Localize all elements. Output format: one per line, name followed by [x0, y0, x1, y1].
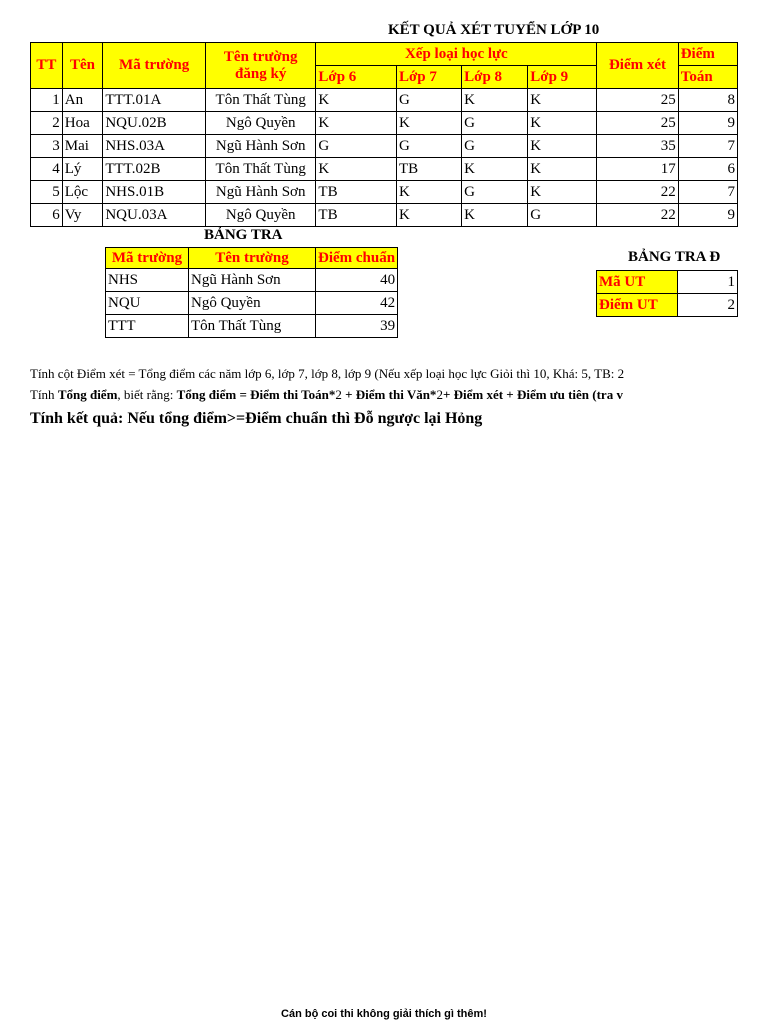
cell-lop7: G — [396, 89, 461, 112]
ut-cell-value: 1 — [677, 271, 737, 294]
note-bold-text: + Điểm xét + Điểm ưu tiên (tra v — [442, 387, 623, 402]
cell-diem-xet: 22 — [597, 181, 678, 204]
note-text: , biết rằng: — [117, 387, 177, 402]
lookup-cell-ten: Ngũ Hành Sơn — [189, 269, 316, 292]
instruction-line-1: Tính cột Điểm xét = Tổng điểm các năm lớp 6, lớp 7, lớp 8, lớp 9 (Nếu xếp loại học lực Giỏi thì 10, Khá: 5, TB: 2 — [30, 366, 625, 381]
note-text: 2 — [335, 387, 342, 402]
ut-row — [597, 271, 738, 294]
cell-toan: 9 — [678, 204, 737, 227]
cell-ma-truong: TTT.02B — [103, 158, 206, 181]
lookup-cell-ma: TTT — [106, 315, 189, 338]
cell-ten: Lộc — [62, 181, 103, 204]
header-lop9: Lớp 9 — [528, 66, 597, 89]
header-diem-xet: Điểm xét — [597, 43, 678, 89]
header-ma-truong: Mã trường — [103, 43, 206, 89]
instruction-line-3: Tính kết quả: Nếu tổng điểm>=Điểm chuẩn thì Đỗ ngược lại Hỏng — [30, 410, 483, 427]
cell-diem-xet: 22 — [597, 204, 678, 227]
cell-toan: 8 — [678, 89, 737, 112]
cell-lop9: K — [528, 112, 597, 135]
header-lop7: Lớp 7 — [396, 66, 461, 89]
ut-lookup-title: BẢNG TRA Đ — [628, 249, 721, 265]
table-row — [31, 135, 738, 158]
cell-lop6: K — [316, 112, 397, 135]
table-row — [31, 181, 738, 204]
lookup-header-diem: Điểm chuẩn — [316, 248, 398, 269]
cell-lop8: G — [462, 181, 528, 204]
cell-tt: 6 — [31, 204, 63, 227]
note-bold-text: Tổng điểm = Điểm thi Toán* — [176, 387, 336, 402]
cell-ma-truong: NQU.03A — [103, 204, 206, 227]
note-text: Tính — [30, 387, 58, 402]
cell-ma-truong: TTT.01A — [103, 89, 206, 112]
cell-lop6: TB — [316, 181, 397, 204]
cell-tt: 2 — [31, 112, 63, 135]
header-ten-truong: Tên trường đăng ký — [205, 43, 315, 89]
ut-row — [597, 294, 738, 317]
header-ten: Tên — [62, 43, 103, 89]
cell-ten: Vy — [62, 204, 103, 227]
lookup-header-ma: Mã trường — [106, 248, 189, 269]
header-lop6: Lớp 6 — [316, 66, 397, 89]
cell-lop9: K — [528, 181, 597, 204]
cell-ten-truong: Tôn Thất Tùng — [205, 158, 315, 181]
header-xep-loai: Xếp loại học lực — [316, 43, 597, 66]
cell-ten: Hoa — [62, 112, 103, 135]
cell-ma-truong: NQU.02B — [103, 112, 206, 135]
cell-toan: 7 — [678, 135, 737, 158]
page-title: KẾT QUẢ XÉT TUYỂN LỚP 10 — [388, 22, 600, 38]
lookup-row — [106, 315, 398, 338]
lookup-header-ten: Tên trường — [189, 248, 316, 269]
cell-diem-xet: 35 — [597, 135, 678, 158]
cell-lop8: K — [462, 204, 528, 227]
cell-lop8: G — [462, 112, 528, 135]
cell-tt: 1 — [31, 89, 63, 112]
cell-lop7: K — [396, 204, 461, 227]
table-row — [31, 89, 738, 112]
header-lop8: Lớp 8 — [462, 66, 528, 89]
header-toan: Toán — [678, 66, 737, 89]
header-tt: TT — [31, 43, 63, 89]
cell-diem-xet: 17 — [597, 158, 678, 181]
cell-lop7: TB — [396, 158, 461, 181]
cell-ten: Lý — [62, 158, 103, 181]
lookup-table — [105, 247, 398, 338]
cell-lop7: K — [396, 112, 461, 135]
cell-lop7: G — [396, 135, 461, 158]
ut-cell-value: 2 — [677, 294, 737, 317]
cell-lop8: K — [462, 158, 528, 181]
cell-ten: An — [62, 89, 103, 112]
cell-diem-xet: 25 — [597, 89, 678, 112]
lookup-cell-ma: NHS — [106, 269, 189, 292]
ut-cell-label: Mã UT — [597, 271, 678, 294]
lookup-cell-diem: 39 — [316, 315, 398, 338]
cell-ten-truong: Ngô Quyền — [205, 204, 315, 227]
table-row — [31, 112, 738, 135]
cell-lop8: G — [462, 135, 528, 158]
cell-lop9: K — [528, 135, 597, 158]
instruction-line-2 — [30, 387, 623, 403]
note-text: 2 — [436, 387, 443, 402]
cell-ten-truong: Ngũ Hành Sơn — [205, 135, 315, 158]
note-bold-text: Tổng điểm — [57, 387, 118, 402]
cell-toan: 6 — [678, 158, 737, 181]
table-row — [31, 158, 738, 181]
lookup-row — [106, 269, 398, 292]
cell-ten-truong: Ngũ Hành Sơn — [205, 181, 315, 204]
cell-lop6: K — [316, 89, 397, 112]
footer-note: Cán bộ coi thi không giải thích gì thêm! — [281, 1008, 487, 1020]
cell-lop9: K — [528, 89, 597, 112]
cell-lop9: K — [528, 158, 597, 181]
cell-lop6: TB — [316, 204, 397, 227]
cell-lop7: K — [396, 181, 461, 204]
cell-tt: 3 — [31, 135, 63, 158]
cell-ten: Mai — [62, 135, 103, 158]
lookup-cell-diem: 40 — [316, 269, 398, 292]
cell-toan: 9 — [678, 112, 737, 135]
cell-tt: 4 — [31, 158, 63, 181]
lookup-cell-ten: Tôn Thất Tùng — [189, 315, 316, 338]
results-table — [30, 42, 738, 227]
cell-toan: 7 — [678, 181, 737, 204]
cell-ma-truong: NHS.03A — [103, 135, 206, 158]
cell-ten-truong: Ngô Quyền — [205, 112, 315, 135]
ut-lookup-table — [596, 270, 738, 317]
lookup-title: BẢNG TRA — [204, 227, 283, 243]
lookup-cell-ten: Ngô Quyền — [189, 292, 316, 315]
cell-ten-truong: Tôn Thất Tùng — [205, 89, 315, 112]
cell-lop6: K — [316, 158, 397, 181]
lookup-cell-diem: 42 — [316, 292, 398, 315]
cell-diem-xet: 25 — [597, 112, 678, 135]
note-bold-text: + Điểm thi Văn* — [341, 387, 437, 402]
cell-ma-truong: NHS.01B — [103, 181, 206, 204]
lookup-cell-ma: NQU — [106, 292, 189, 315]
cell-tt: 5 — [31, 181, 63, 204]
cell-lop6: G — [316, 135, 397, 158]
cell-lop8: K — [462, 89, 528, 112]
header-diem-thi: Điểm — [678, 43, 737, 66]
ut-cell-label: Điểm UT — [597, 294, 678, 317]
cell-lop9: G — [528, 204, 597, 227]
lookup-row — [106, 292, 398, 315]
table-row — [31, 204, 738, 227]
